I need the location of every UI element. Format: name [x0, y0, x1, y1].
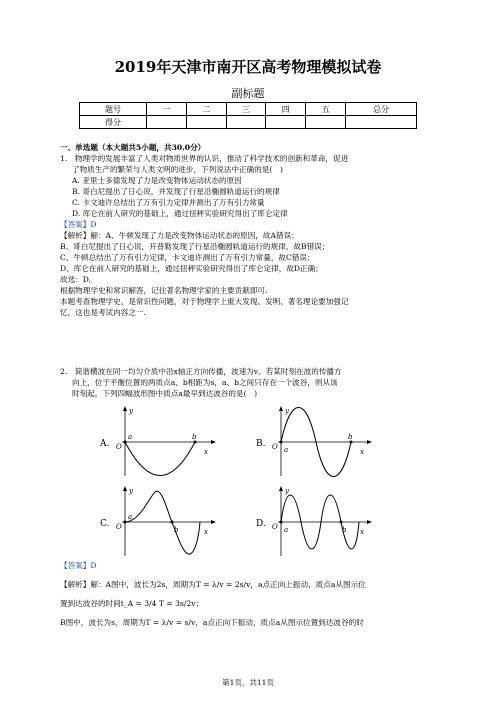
page-footer: 第1页，共11页 — [222, 678, 274, 687]
a-label: a — [284, 446, 289, 454]
q1-analysis-text: 【解析】解：A、牛顿发现了力是改变物体运动状态的原因，故A错误； — [60, 231, 299, 240]
score-table — [79, 102, 417, 129]
q2-stem-line: 时刻起，下列四幅波形图中质点a最早到达波谷的是( ) — [72, 389, 258, 398]
point-a — [280, 521, 283, 524]
y-label: y — [129, 407, 133, 415]
score-cell — [346, 116, 417, 129]
a-label: a — [128, 433, 133, 441]
x-axis-arrow — [367, 440, 372, 444]
q2-stem-line: 向上，位于平衡位置的两质点a、b相距为s，a、b之间只存在一个波谷，则从该 — [72, 378, 338, 387]
q2-analysis-line: 置到达波谷的时间t_A = 3/4 T = 3s/2v； — [60, 599, 204, 608]
wave-curve — [125, 442, 195, 476]
question-2-block — [60, 366, 440, 399]
score-header-cell: 四 — [266, 103, 306, 116]
wave-graph-d — [256, 484, 376, 562]
wave-graph-b — [256, 404, 376, 482]
a-label: a — [128, 513, 133, 521]
q2-analysis-line: 【解析】解：A图中，波长为2s，周期为T = λ/v = 2s/v，a点正向上振动，质点a从图示位 — [60, 580, 366, 589]
x-axis-arrow — [211, 520, 216, 524]
section-heading: 一、单选题（本大题共5小题，共30.0分） — [60, 143, 206, 152]
q2-analysis-line: B图中，波长为s，周期为T = λ/v = s/v，a点正向下振动，质点a从图示位置到达波谷的时 — [60, 618, 364, 627]
q1-option-d: D. 库仑在前人研究的基础上，通过扭秤实验研究得出了库仑定律 — [72, 209, 288, 218]
score-cell — [266, 116, 306, 129]
score-header-cell: 一 — [147, 103, 187, 116]
a-label: a — [284, 526, 289, 534]
q2-answer-block — [60, 560, 440, 628]
q1-analysis-line: 本题考查物理学史，是常识性问题，对于物理学上重大发现、发明、著名理论要加强记 — [60, 297, 349, 306]
score-cell — [147, 116, 187, 129]
point-b — [171, 521, 174, 524]
point-a — [280, 441, 283, 444]
origin-label: O — [272, 523, 278, 531]
b-label: b — [192, 433, 197, 441]
y-label: y — [129, 487, 133, 495]
q1-option-a: A. 亚里士多德发现了力是改变物体运动状态的原因 — [72, 176, 242, 185]
b-label: b — [348, 433, 353, 441]
point-a — [124, 521, 127, 524]
origin-label: O — [116, 443, 122, 451]
y-axis-arrow — [123, 486, 127, 491]
score-cell — [306, 116, 346, 129]
origin-label: O — [272, 443, 278, 451]
exam-subtitle: 副标题 — [231, 87, 265, 100]
option-d-label: D. — [256, 519, 266, 529]
score-cell — [226, 116, 266, 129]
q1-option-c: C. 卡文迪许总结出了万有引力定律并测出了万有引力常量 — [72, 198, 265, 207]
q1-analysis-line: 忆，这也是考试内容之一. — [60, 308, 146, 317]
q1-stem-line: 1. 物理学的发展丰富了人类对物质世界的认识，推动了科学技术的创新和革命，促进 — [60, 154, 349, 163]
q1-analysis-line: 根据物理学史和常识解答，记住著名物理学家的主要贡献即可. — [60, 286, 268, 295]
score-header-cell: 题号 — [80, 103, 147, 116]
x-axis-arrow — [211, 440, 216, 444]
b-label: b — [342, 526, 347, 534]
question-1-block — [60, 142, 440, 318]
score-header-cell: 总分 — [346, 103, 417, 116]
q1-analysis-line: B、哥白尼提出了日心说，开普勒发现了行星沿椭圆轨道运行的规律，故B错误； — [60, 242, 330, 251]
q1-analysis-line — [60, 230, 440, 241]
y-axis-arrow — [279, 406, 283, 411]
q2-stem-line: 2. 简谐横波在同一均匀介质中沿x轴正方向传播，波速为v。若某时刻在波的传播方 — [60, 367, 342, 376]
point-b — [340, 521, 343, 524]
x-label: x — [204, 448, 208, 456]
y-axis-arrow — [123, 406, 127, 411]
exam-title: 2019年天津市南开区高考物理模拟试卷 — [114, 58, 382, 76]
wave-graph-c — [100, 484, 220, 562]
y-axis-arrow — [279, 486, 283, 491]
q1-answer: 【答案】D — [60, 220, 97, 229]
option-c-label: C. — [100, 519, 110, 529]
score-row-label: 得分 — [80, 116, 147, 129]
score-header-cell: 三 — [226, 103, 266, 116]
x-label: x — [360, 448, 364, 456]
q1-analysis-line: D、库仑在前人研究的基础上，通过扭秤实验研究得出了库仑定律，故D正确； — [60, 264, 323, 273]
q2-answer: 【答案】D — [60, 561, 97, 570]
score-table-header-row — [80, 103, 417, 116]
score-cell — [186, 116, 226, 129]
b-label: b — [174, 526, 179, 534]
option-a-label: A. — [100, 439, 110, 449]
point-a — [124, 441, 127, 444]
q1-analysis-line: C、牛顿总结出了万有引力定律，卡文迪许测出了万有引力常量，故C错误； — [60, 253, 315, 262]
x-label: x — [204, 528, 208, 536]
y-label: y — [285, 407, 289, 415]
origin-label: O — [116, 523, 122, 531]
x-axis-arrow — [367, 520, 372, 524]
q1-stem-line: 了物质生产的繁荣与人类文明的进步，下列说法中正确的是( ) — [72, 165, 283, 174]
x-label: x — [360, 528, 364, 536]
score-header-cell: 二 — [186, 103, 226, 116]
q1-analysis-line: 故选：D。 — [60, 275, 97, 284]
score-header-cell: 五 — [306, 103, 346, 116]
y-label: y — [285, 487, 289, 495]
wave-graph-a — [100, 404, 220, 482]
score-table-row — [80, 116, 417, 129]
wave-curve — [125, 491, 200, 554]
q1-option-b: B. 哥白尼提出了日心说，并发现了行星沿椭圆轨道运行的规律 — [72, 187, 280, 196]
option-b-label: B. — [256, 439, 266, 449]
